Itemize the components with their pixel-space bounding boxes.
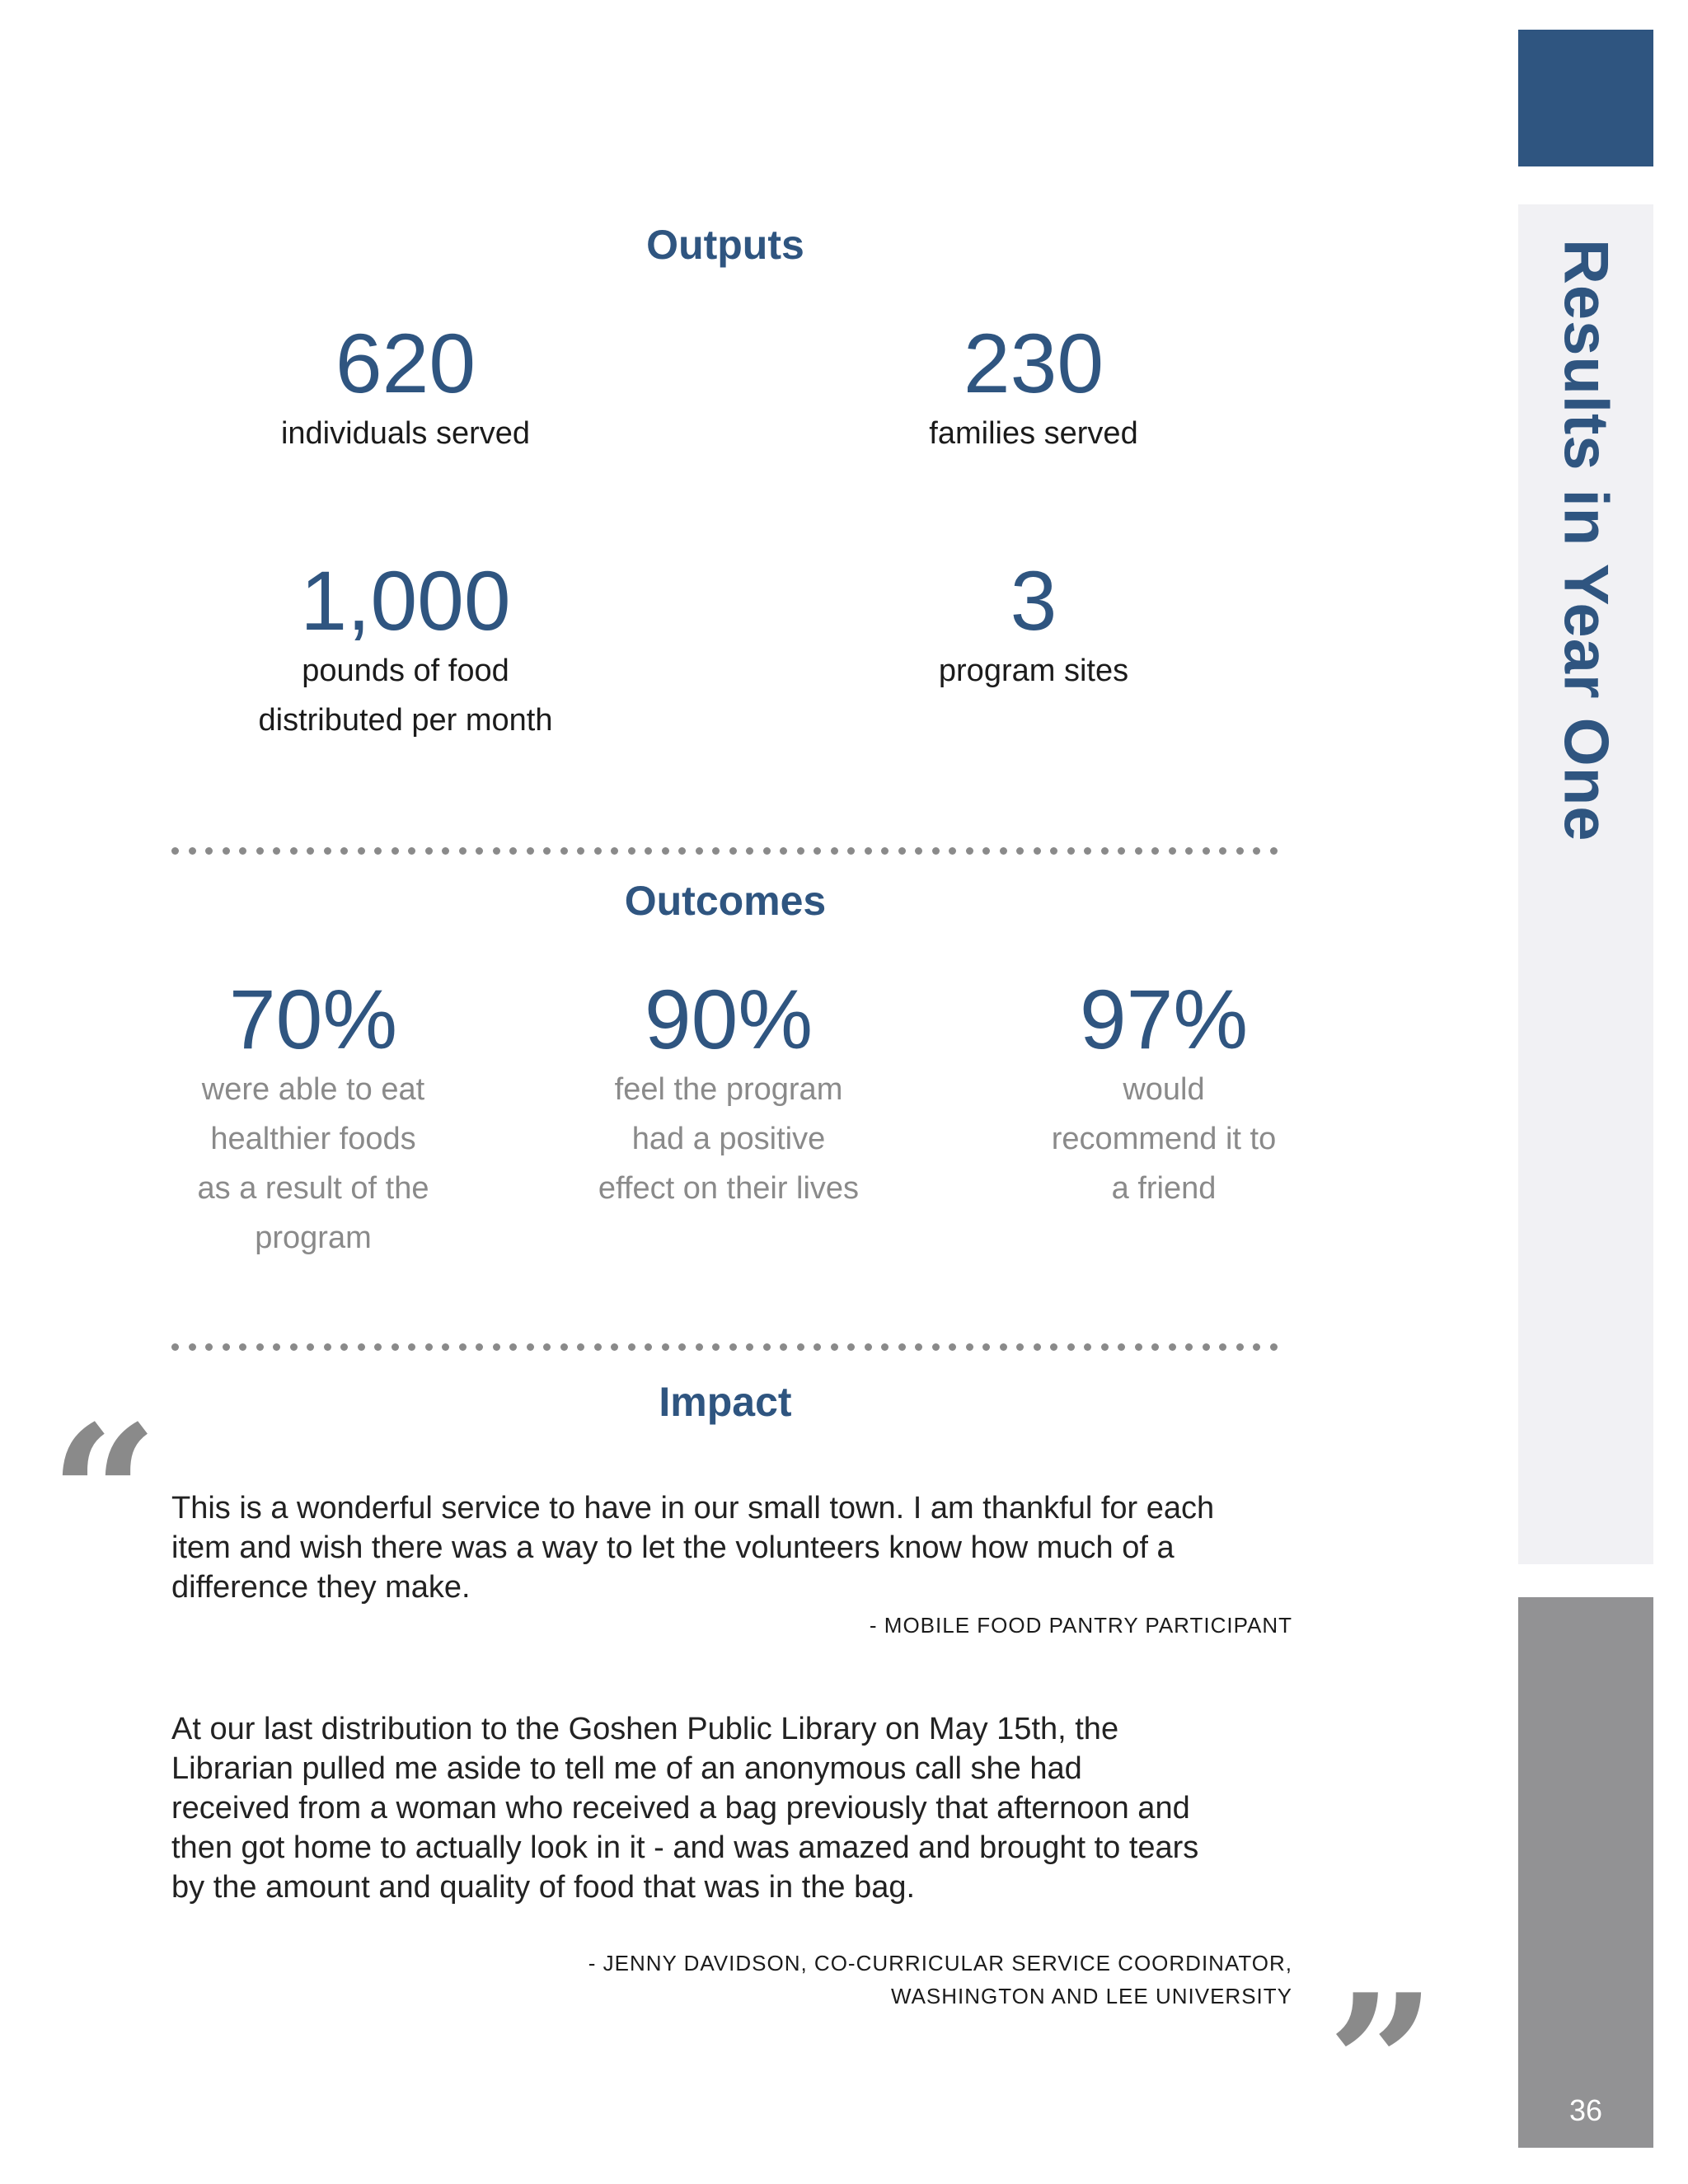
divider-dot (1118, 1343, 1125, 1351)
divider-dot (763, 1343, 771, 1351)
divider-dot (729, 1343, 737, 1351)
divider-dot (509, 1343, 517, 1351)
divider-dot (1135, 1343, 1142, 1351)
divider-dot (408, 1343, 415, 1351)
divider-dot (1236, 847, 1244, 855)
output-stat-individuals (117, 318, 694, 458)
divider-dot (645, 1343, 652, 1351)
divider-dot (205, 1343, 213, 1351)
attribution-line: - MOBILE FOOD PANTRY PARTICIPANT (869, 1613, 1292, 1638)
divider-dot (392, 847, 399, 855)
quote-line: Librarian pulled me aside to tell me of an anonymous call she had (171, 1751, 1082, 1786)
divider-dot (594, 847, 602, 855)
divider-dot (1101, 847, 1109, 855)
divider-dot (256, 847, 264, 855)
divider-dot (1016, 1343, 1024, 1351)
divider-dot (256, 1343, 264, 1351)
divider-dot (577, 847, 584, 855)
stat-label: distributed per month (258, 703, 553, 738)
quote-line: by the amount and quality of food that was in the bag. (171, 1870, 916, 1905)
sidebar-footer-panel (1518, 1597, 1653, 2148)
divider-dot (324, 1343, 331, 1351)
divider-dot (1084, 1343, 1091, 1351)
divider-dot (982, 847, 990, 855)
stat-label: individuals served (280, 416, 531, 451)
divider-dot (645, 847, 652, 855)
divider-dot (1016, 847, 1024, 855)
stat-label: healthier foods (210, 1122, 416, 1156)
stat-value: 3 (1010, 554, 1057, 648)
divider-dot (932, 1343, 940, 1351)
stat-label: pounds of food (302, 654, 509, 688)
divider-dot (865, 1343, 872, 1351)
divider-dot (324, 847, 331, 855)
testimonial-attribution (171, 1947, 1292, 2013)
divider-dot (780, 847, 787, 855)
divider-dot (307, 847, 314, 855)
divider-dot (273, 1343, 280, 1351)
outcome-stat-positive (539, 974, 918, 1213)
divider-dot (1219, 847, 1226, 855)
divider-dot (881, 847, 889, 855)
divider-dot (1253, 1343, 1260, 1351)
divider-dot (459, 1343, 467, 1351)
quote-line: then got home to actually look in it - and was amazed and brought to tears (171, 1830, 1199, 1865)
divider-dot (1169, 1343, 1176, 1351)
stat-value: 1,000 (300, 554, 511, 648)
divider-dot (442, 1343, 449, 1351)
divider-dot (712, 847, 720, 855)
divider-dot (560, 847, 568, 855)
divider-dot (729, 847, 737, 855)
divider-dot (171, 847, 179, 855)
divider-dot (915, 1343, 922, 1351)
outputs-heading: Outputs (646, 222, 804, 268)
divider-dot (982, 1343, 990, 1351)
impact-heading: Impact (659, 1379, 792, 1425)
divider-dot (696, 1343, 703, 1351)
divider-dot (340, 1343, 348, 1351)
divider-dot (459, 847, 467, 855)
divider-dot (1169, 847, 1176, 855)
stat-label: would (1123, 1072, 1205, 1107)
divider-dot (223, 1343, 230, 1351)
divider-dot (847, 847, 855, 855)
divider-dot (527, 1343, 534, 1351)
attribution-line: - JENNY DAVIDSON, CO-CURRICULAR SERVICE COORDINATOR, (588, 1951, 1292, 1975)
divider-dot (594, 1343, 602, 1351)
output-stat-families (745, 318, 1322, 458)
divider-dot (628, 847, 635, 855)
divider-dot (543, 847, 551, 855)
divider-dot (1236, 1343, 1244, 1351)
divider-dot (1185, 847, 1193, 855)
divider-dot (1050, 1343, 1057, 1351)
stat-label: a friend (1111, 1171, 1217, 1206)
page-number: 36 (1568, 2093, 1603, 2127)
divider-dot (898, 847, 906, 855)
outcomes-heading: Outcomes (624, 878, 827, 924)
divider-dot (374, 1343, 382, 1351)
divider-dot (797, 847, 804, 855)
divider-dot (1118, 847, 1125, 855)
stat-value: 620 (335, 316, 476, 410)
divider-dot (205, 847, 213, 855)
divider-dot (780, 1343, 787, 1351)
divider-dot (628, 1343, 635, 1351)
divider-dot (374, 847, 382, 855)
stat-label: program (255, 1221, 372, 1255)
divider-dot (171, 1343, 179, 1351)
divider-dot (476, 847, 483, 855)
divider-dot (662, 1343, 669, 1351)
sidebar-title: Results in Year One (1550, 239, 1621, 842)
stat-value: 90% (644, 972, 814, 1066)
stat-label: feel the program (614, 1072, 843, 1107)
stat-label: as a result of the (197, 1171, 429, 1206)
quote-line: received from a woman who received a bag previously that afternoon and (171, 1791, 1190, 1825)
open-quote-icon: “ (49, 1385, 159, 1607)
divider-dot (560, 1343, 568, 1351)
divider-dot (1219, 1343, 1226, 1351)
divider-dot (814, 847, 821, 855)
divider-dot (831, 847, 838, 855)
divider-dot (239, 1343, 246, 1351)
divider-dot (1270, 1343, 1278, 1351)
divider-dot (442, 847, 449, 855)
divider-dot (1203, 847, 1210, 855)
attribution-line: WASHINGTON AND LEE UNIVERSITY (891, 1984, 1292, 2008)
stat-value: 230 (963, 316, 1104, 410)
output-stat-sites (745, 555, 1322, 696)
stat-value: 70% (228, 972, 398, 1066)
divider-dot (290, 847, 298, 855)
divider-dot (932, 847, 940, 855)
divider-dot (223, 847, 230, 855)
divider-dot (239, 847, 246, 855)
divider-dot (290, 1343, 298, 1351)
divider-dot (763, 847, 771, 855)
divider-dot (1084, 847, 1091, 855)
dotted-divider (171, 847, 1292, 855)
divider-dot (898, 1343, 906, 1351)
divider-dot (915, 847, 922, 855)
divider-dot (425, 1343, 433, 1351)
divider-dot (1185, 1343, 1193, 1351)
divider-dot (408, 847, 415, 855)
divider-dot (746, 847, 753, 855)
divider-dot (966, 847, 973, 855)
divider-dot (476, 1343, 483, 1351)
divider-dot (577, 1343, 584, 1351)
divider-dot (1050, 847, 1057, 855)
divider-dot (611, 847, 618, 855)
stat-label: families served (929, 416, 1138, 451)
close-quote-icon: ” (1327, 1953, 1437, 2176)
divider-dot (966, 1343, 973, 1351)
divider-dot (1135, 847, 1142, 855)
divider-dot (678, 847, 686, 855)
divider-dot (273, 847, 280, 855)
testimonial-attribution (171, 1609, 1292, 1642)
divider-dot (678, 1343, 686, 1351)
stat-label: recommend it to (1051, 1122, 1277, 1156)
divider-dot (1151, 847, 1159, 855)
divider-dot (1034, 847, 1041, 855)
testimonial-quote (171, 1709, 1292, 1907)
divider-dot (949, 847, 956, 855)
divider-dot (662, 847, 669, 855)
divider-dot (1253, 847, 1260, 855)
divider-dot (189, 1343, 196, 1351)
sidebar-accent-block (1518, 30, 1653, 166)
divider-dot (611, 1343, 618, 1351)
divider-dot (358, 1343, 365, 1351)
divider-dot (865, 847, 872, 855)
divider-dot (493, 847, 500, 855)
quote-line: This is a wonderful service to have in our small town. I am thankful for each (171, 1491, 1215, 1526)
divider-dot (425, 847, 433, 855)
divider-dot (392, 1343, 399, 1351)
divider-dot (831, 1343, 838, 1351)
divider-dot (847, 1343, 855, 1351)
stat-label: had a positive (631, 1122, 826, 1156)
divider-dot (797, 1343, 804, 1351)
quote-line: difference they make. (171, 1570, 471, 1605)
divider-dot (712, 1343, 720, 1351)
divider-dot (949, 1343, 956, 1351)
outcome-stat-healthier (124, 974, 503, 1263)
divider-dot (189, 847, 196, 855)
quote-line: item and wish there was a way to let the volunteers know how much of a (171, 1530, 1175, 1565)
divider-dot (509, 847, 517, 855)
divider-dot (1000, 1343, 1007, 1351)
divider-dot (814, 1343, 821, 1351)
divider-dot (1067, 847, 1075, 855)
testimonial-quote (171, 1488, 1292, 1607)
divider-dot (307, 1343, 314, 1351)
stat-label: were able to eat (201, 1072, 425, 1107)
divider-dot (1101, 1343, 1109, 1351)
divider-dot (746, 1343, 753, 1351)
divider-dot (527, 847, 534, 855)
output-stat-pounds (117, 555, 694, 745)
divider-dot (1034, 1343, 1041, 1351)
stat-value: 97% (1079, 972, 1249, 1066)
divider-dot (340, 847, 348, 855)
stat-label: program sites (938, 654, 1129, 688)
divider-dot (1000, 847, 1007, 855)
divider-dot (1203, 1343, 1210, 1351)
divider-dot (1151, 1343, 1159, 1351)
divider-dot (881, 1343, 889, 1351)
divider-dot (358, 847, 365, 855)
stat-label: effect on their lives (598, 1171, 860, 1206)
outcome-stat-recommend (974, 974, 1353, 1213)
quote-line: At our last distribution to the Goshen Public Library on May 15th, the (171, 1712, 1119, 1746)
divider-dot (543, 1343, 551, 1351)
divider-dot (696, 847, 703, 855)
divider-dot (1270, 847, 1278, 855)
divider-dot (493, 1343, 500, 1351)
dotted-divider (171, 1343, 1292, 1352)
divider-dot (1067, 1343, 1075, 1351)
